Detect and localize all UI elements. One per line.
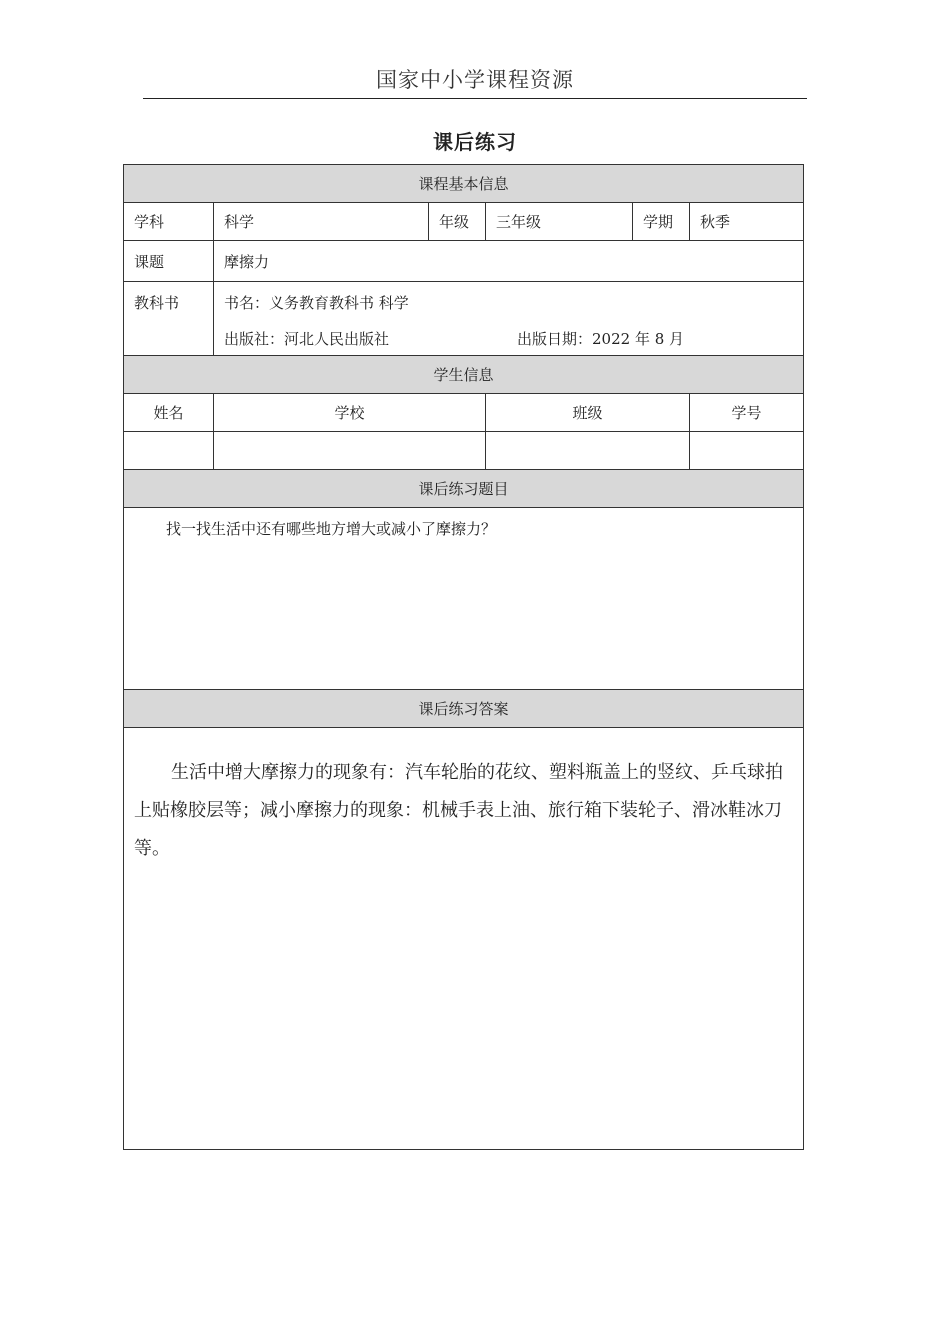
answer-heading: 课后练习答案 (124, 690, 804, 728)
course-info-heading: 课程基本信息 (124, 165, 804, 203)
student-class-cell[interactable] (486, 432, 690, 470)
topic-value: 摩擦力 (214, 241, 804, 282)
student-header-row (124, 394, 804, 432)
publisher-line (224, 328, 793, 349)
student-info-heading: 学生信息 (124, 356, 804, 394)
student-class-header: 班级 (486, 394, 690, 432)
publisher: 出版社：河北人民出版社 (224, 330, 390, 348)
topic-label: 课题 (124, 241, 214, 282)
exercise-heading: 课后练习题目 (124, 470, 804, 508)
book-name: 书名：义务教育教科书 科学 (224, 294, 409, 312)
textbook-label: 教科书 (124, 282, 214, 356)
answer-text: 生活中增大摩擦力的现象有：汽车轮胎的花纹、塑料瓶盖上的竖纹、乒乓球拍上贴橡胶层等；减小摩擦力的现象：机械手表上油、旅行箱下装轮子、滑冰鞋冰刀等。 (124, 728, 804, 1150)
student-name-cell[interactable] (124, 432, 214, 470)
textbook-details (214, 282, 804, 356)
textbook-row (124, 282, 804, 356)
student-blank-row (124, 432, 804, 470)
exercise-form-table (123, 164, 804, 1150)
subject-label: 学科 (124, 203, 214, 241)
topic-row (124, 241, 804, 282)
student-school-header: 学校 (214, 394, 486, 432)
student-school-cell[interactable] (214, 432, 486, 470)
course-basic-row (124, 203, 804, 241)
publish-date: 出版日期：2022 年 8 月 (517, 330, 685, 348)
student-id-cell[interactable] (690, 432, 804, 470)
term-label: 学期 (633, 203, 690, 241)
grade-label: 年级 (429, 203, 486, 241)
exercise-question: 找一找生活中还有哪些地方增大或减小了摩擦力？ (124, 508, 804, 690)
document-title: 课后练习 (433, 130, 517, 154)
grade-value: 三年级 (486, 203, 633, 241)
page-header: 国家中小学课程资源 (376, 68, 574, 92)
student-name-header: 姓名 (124, 394, 214, 432)
term-value: 秋季 (690, 203, 804, 241)
student-id-header: 学号 (690, 394, 804, 432)
header-divider (143, 98, 807, 99)
subject-value: 科学 (214, 203, 429, 241)
